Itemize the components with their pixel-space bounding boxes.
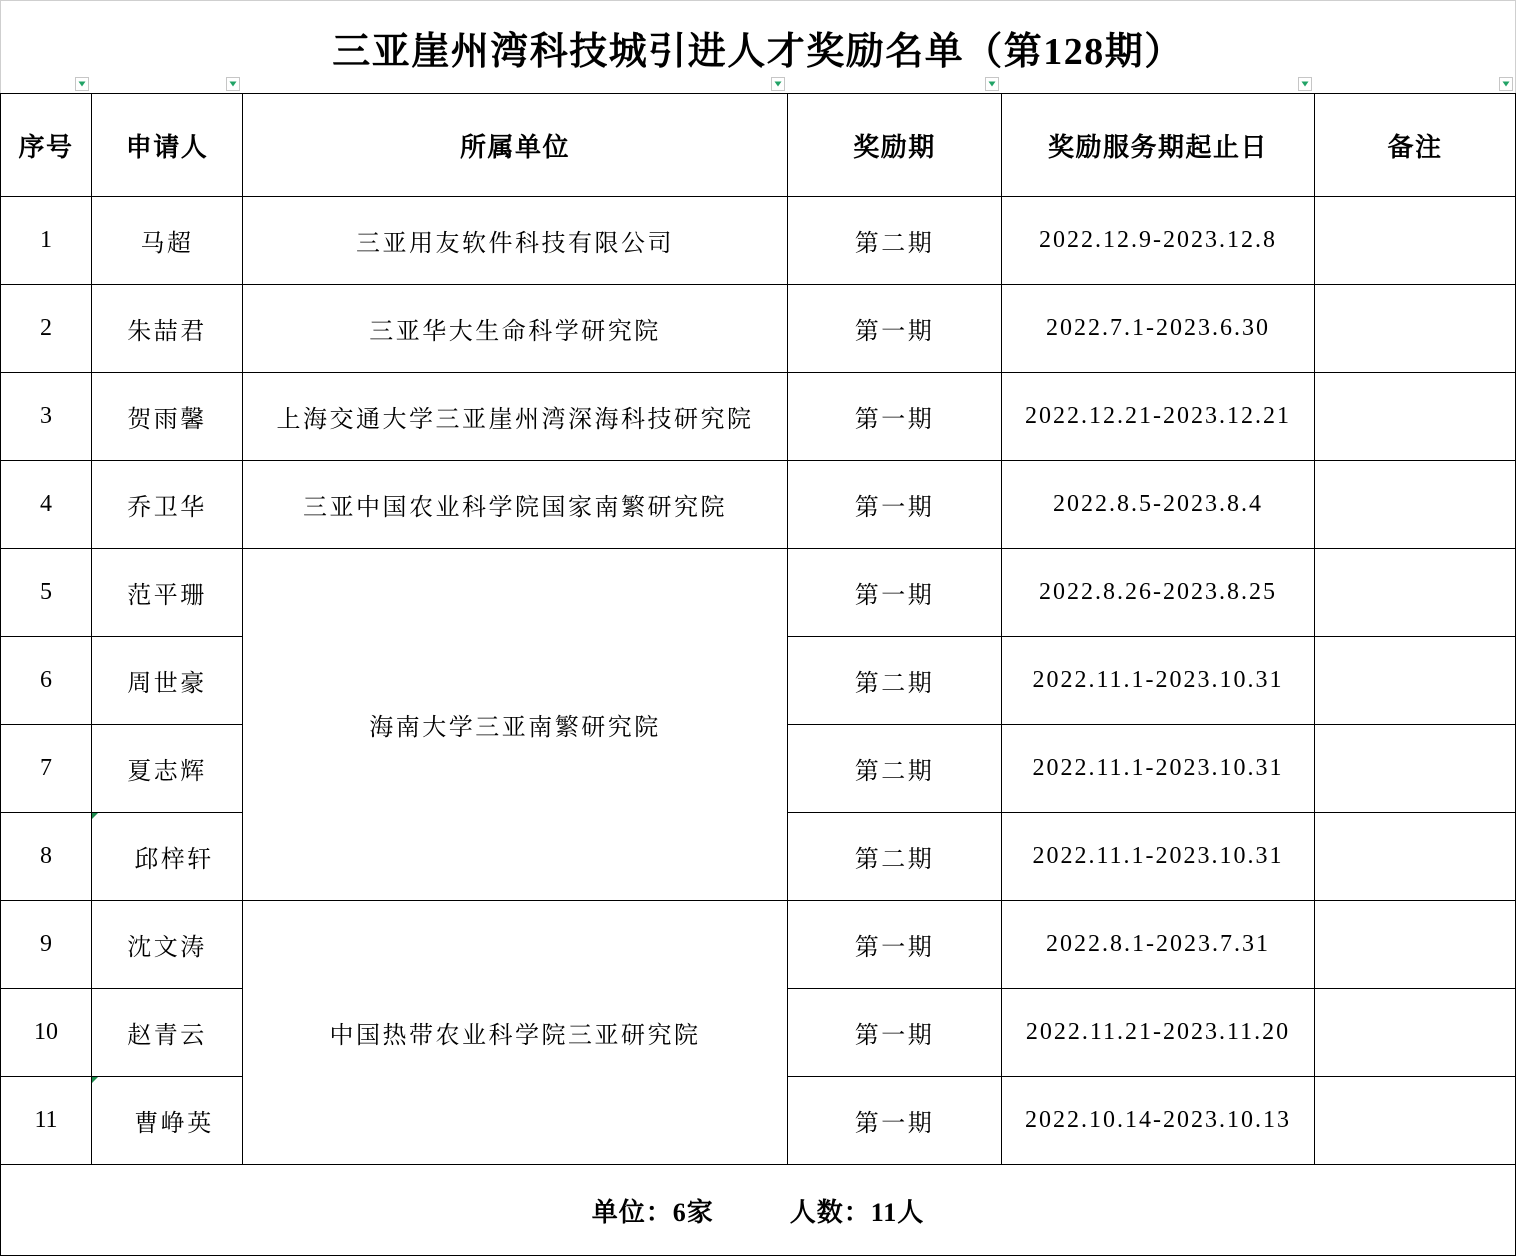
error-indicator-icon bbox=[92, 813, 98, 819]
applicant-name-text: 马超 bbox=[140, 231, 194, 257]
service-dates-text: 2022.11.21-2023.11.20 bbox=[1025, 1019, 1291, 1045]
award-period-cell[interactable] bbox=[788, 901, 1002, 989]
unit-text: 中国热带农业科学院三亚研究院 bbox=[329, 1023, 701, 1049]
service-dates-text: 2022.11.1-2023.10.31 bbox=[1032, 843, 1284, 869]
column-header-service-dates[interactable] bbox=[1002, 94, 1315, 197]
unit-cell[interactable] bbox=[243, 901, 788, 1165]
applicant-name-cell[interactable] bbox=[92, 461, 243, 549]
page-title: 三亚崖州湾科技城引进人才奖励名单（第128期） bbox=[332, 30, 1184, 73]
service-dates-cell[interactable] bbox=[1002, 197, 1315, 285]
award-period-cell[interactable] bbox=[788, 285, 1002, 373]
award-period-text: 第二期 bbox=[854, 847, 935, 873]
row-number-cell[interactable] bbox=[1, 1077, 92, 1165]
row-number-text: 6 bbox=[40, 667, 52, 693]
unit-text: 三亚华大生命科学研究院 bbox=[369, 319, 661, 345]
note-cell[interactable] bbox=[1315, 1077, 1516, 1165]
service-dates-cell[interactable] bbox=[1002, 373, 1315, 461]
filter-dropdown-button[interactable] bbox=[226, 77, 240, 91]
award-period-cell[interactable] bbox=[788, 1077, 1002, 1165]
service-dates-text: 2022.7.1-2023.6.30 bbox=[1046, 315, 1270, 341]
filter-dropdown-button[interactable] bbox=[1499, 77, 1513, 91]
note-cell[interactable] bbox=[1315, 901, 1516, 989]
award-period-text: 第一期 bbox=[854, 407, 935, 433]
unit-cell[interactable] bbox=[243, 549, 788, 901]
applicant-name-cell[interactable] bbox=[92, 549, 243, 637]
error-indicator-icon bbox=[92, 1077, 98, 1083]
row-number-cell[interactable] bbox=[1, 373, 92, 461]
note-cell[interactable] bbox=[1315, 725, 1516, 813]
row-number-cell[interactable] bbox=[1, 197, 92, 285]
filter-dropdown-button[interactable] bbox=[771, 77, 785, 91]
column-header-unit[interactable] bbox=[243, 94, 788, 197]
filter-dropdown-button[interactable] bbox=[75, 77, 89, 91]
row-number-cell[interactable] bbox=[1, 725, 92, 813]
row-number-cell[interactable] bbox=[1, 637, 92, 725]
applicant-name-cell[interactable] bbox=[92, 197, 243, 285]
row-number-text: 1 bbox=[40, 227, 52, 253]
award-period-text: 第一期 bbox=[854, 935, 935, 961]
unit-cell[interactable] bbox=[243, 461, 788, 549]
service-dates-text: 2022.11.1-2023.10.31 bbox=[1032, 755, 1284, 781]
row-number-text: 10 bbox=[34, 1019, 58, 1045]
note-cell[interactable] bbox=[1315, 197, 1516, 285]
award-period-text: 第二期 bbox=[854, 671, 935, 697]
column-header-applicant[interactable] bbox=[92, 94, 243, 197]
row-number-cell[interactable] bbox=[1, 989, 92, 1077]
award-period-cell[interactable] bbox=[788, 637, 1002, 725]
service-dates-cell[interactable] bbox=[1002, 285, 1315, 373]
award-period-text: 第一期 bbox=[854, 1023, 935, 1049]
column-header-service-dates-text: 奖励服务期起止日 bbox=[1047, 132, 1268, 162]
applicant-name-cell[interactable] bbox=[92, 637, 243, 725]
award-period-cell[interactable] bbox=[788, 989, 1002, 1077]
service-dates-cell[interactable] bbox=[1002, 725, 1315, 813]
service-dates-cell[interactable] bbox=[1002, 461, 1315, 549]
note-cell[interactable] bbox=[1315, 285, 1516, 373]
applicant-name-cell[interactable] bbox=[92, 373, 243, 461]
applicant-name-text: 范平珊 bbox=[127, 583, 207, 609]
award-period-text: 第一期 bbox=[854, 495, 935, 521]
filter-dropdown-button[interactable] bbox=[985, 77, 999, 91]
applicant-name-cell[interactable] bbox=[92, 725, 243, 813]
column-header-award-period[interactable] bbox=[788, 94, 1002, 197]
applicant-name-text: 赵青云 bbox=[127, 1023, 207, 1049]
service-dates-cell[interactable] bbox=[1002, 901, 1315, 989]
unit-text: 上海交通大学三亚崖州湾深海科技研究院 bbox=[276, 407, 754, 433]
service-dates-cell[interactable] bbox=[1002, 813, 1315, 901]
award-period-cell[interactable] bbox=[788, 197, 1002, 285]
row-number-text: 7 bbox=[40, 755, 52, 781]
column-header-applicant-text: 申请人 bbox=[125, 132, 209, 162]
applicant-name-text: 夏志辉 bbox=[127, 759, 207, 785]
row-number-text: 8 bbox=[40, 843, 52, 869]
applicant-name-text: 贺雨馨 bbox=[127, 407, 207, 433]
chevron-down-icon bbox=[1502, 81, 1510, 87]
column-header-number[interactable] bbox=[1, 94, 92, 197]
award-period-cell[interactable] bbox=[788, 373, 1002, 461]
note-cell[interactable] bbox=[1315, 813, 1516, 901]
service-dates-text: 2022.8.1-2023.7.31 bbox=[1046, 931, 1270, 957]
award-period-cell[interactable] bbox=[788, 813, 1002, 901]
award-period-text: 第一期 bbox=[854, 319, 935, 345]
applicant-name-cell[interactable] bbox=[92, 1077, 243, 1165]
row-number-text: 9 bbox=[40, 931, 52, 957]
unit-cell[interactable] bbox=[243, 373, 788, 461]
award-period-text: 第一期 bbox=[854, 583, 935, 609]
applicant-name-cell[interactable] bbox=[92, 989, 243, 1077]
applicant-name-cell[interactable] bbox=[92, 813, 243, 901]
applicant-name-text: 邱梓轩 bbox=[134, 847, 214, 873]
applicant-name-text: 曹峥英 bbox=[134, 1111, 214, 1137]
service-dates-text: 2022.11.1-2023.10.31 bbox=[1032, 667, 1284, 693]
award-table bbox=[0, 93, 1516, 1256]
note-cell[interactable] bbox=[1315, 461, 1516, 549]
award-period-text: 第二期 bbox=[854, 759, 935, 785]
note-cell[interactable] bbox=[1315, 989, 1516, 1077]
column-header-unit-text: 所属单位 bbox=[459, 132, 570, 162]
applicant-name-cell[interactable] bbox=[92, 901, 243, 989]
applicant-name-text: 朱喆君 bbox=[127, 319, 207, 345]
row-number-text: 2 bbox=[40, 315, 52, 341]
service-dates-text: 2022.10.14-2023.10.13 bbox=[1025, 1107, 1291, 1133]
row-number-cell[interactable] bbox=[1, 901, 92, 989]
column-header-award-period-text: 奖励期 bbox=[853, 132, 936, 162]
award-period-cell[interactable] bbox=[788, 549, 1002, 637]
note-cell[interactable] bbox=[1315, 637, 1516, 725]
unit-cell[interactable] bbox=[243, 197, 788, 285]
service-dates-text: 2022.12.9-2023.12.8 bbox=[1039, 227, 1277, 253]
applicant-name-text: 周世豪 bbox=[127, 671, 207, 697]
row-number-cell[interactable] bbox=[1, 549, 92, 637]
filter-dropdown-button[interactable] bbox=[1298, 77, 1312, 91]
row-number-text: 4 bbox=[40, 491, 52, 517]
applicant-name-text: 沈文涛 bbox=[127, 935, 207, 961]
award-period-cell[interactable] bbox=[788, 725, 1002, 813]
unit-text: 三亚用友软件科技有限公司 bbox=[356, 231, 674, 257]
row-number-text: 5 bbox=[40, 579, 52, 605]
service-dates-text: 2022.12.21-2023.12.21 bbox=[1025, 403, 1291, 429]
service-dates-cell[interactable] bbox=[1002, 637, 1315, 725]
row-number-cell[interactable] bbox=[1, 461, 92, 549]
note-cell[interactable] bbox=[1315, 373, 1516, 461]
service-dates-text: 2022.8.26-2023.8.25 bbox=[1039, 579, 1277, 605]
column-header-note[interactable] bbox=[1315, 94, 1516, 197]
applicant-name-text: 乔卫华 bbox=[127, 495, 207, 521]
chevron-down-icon bbox=[229, 81, 237, 87]
service-dates-cell[interactable] bbox=[1002, 1077, 1315, 1165]
chevron-down-icon bbox=[988, 81, 996, 87]
row-number-text: 11 bbox=[34, 1107, 58, 1133]
summary-cell[interactable] bbox=[1, 1165, 1516, 1256]
applicant-name-cell[interactable] bbox=[92, 285, 243, 373]
unit-text: 三亚中国农业科学院国家南繁研究院 bbox=[303, 495, 727, 521]
chevron-down-icon bbox=[774, 81, 782, 87]
service-dates-cell[interactable] bbox=[1002, 989, 1315, 1077]
award-period-cell[interactable] bbox=[788, 461, 1002, 549]
unit-cell[interactable] bbox=[243, 285, 788, 373]
service-dates-cell[interactable] bbox=[1002, 549, 1315, 637]
column-header-number-text: 序号 bbox=[18, 132, 74, 162]
unit-text: 海南大学三亚南繁研究院 bbox=[369, 715, 661, 741]
chevron-down-icon bbox=[1301, 81, 1309, 87]
column-header-note-text: 备注 bbox=[1387, 132, 1443, 162]
unit-count-text: 单位：6家 bbox=[591, 1197, 714, 1227]
award-period-text: 第二期 bbox=[854, 231, 935, 257]
row-number-text: 3 bbox=[40, 403, 52, 429]
note-cell[interactable] bbox=[1315, 549, 1516, 637]
chevron-down-icon bbox=[78, 81, 86, 87]
row-number-cell[interactable] bbox=[1, 285, 92, 373]
service-dates-text: 2022.8.5-2023.8.4 bbox=[1053, 491, 1263, 517]
people-count-text: 人数：11人 bbox=[789, 1197, 925, 1227]
award-period-text: 第一期 bbox=[854, 1111, 935, 1137]
row-number-cell[interactable] bbox=[1, 813, 92, 901]
